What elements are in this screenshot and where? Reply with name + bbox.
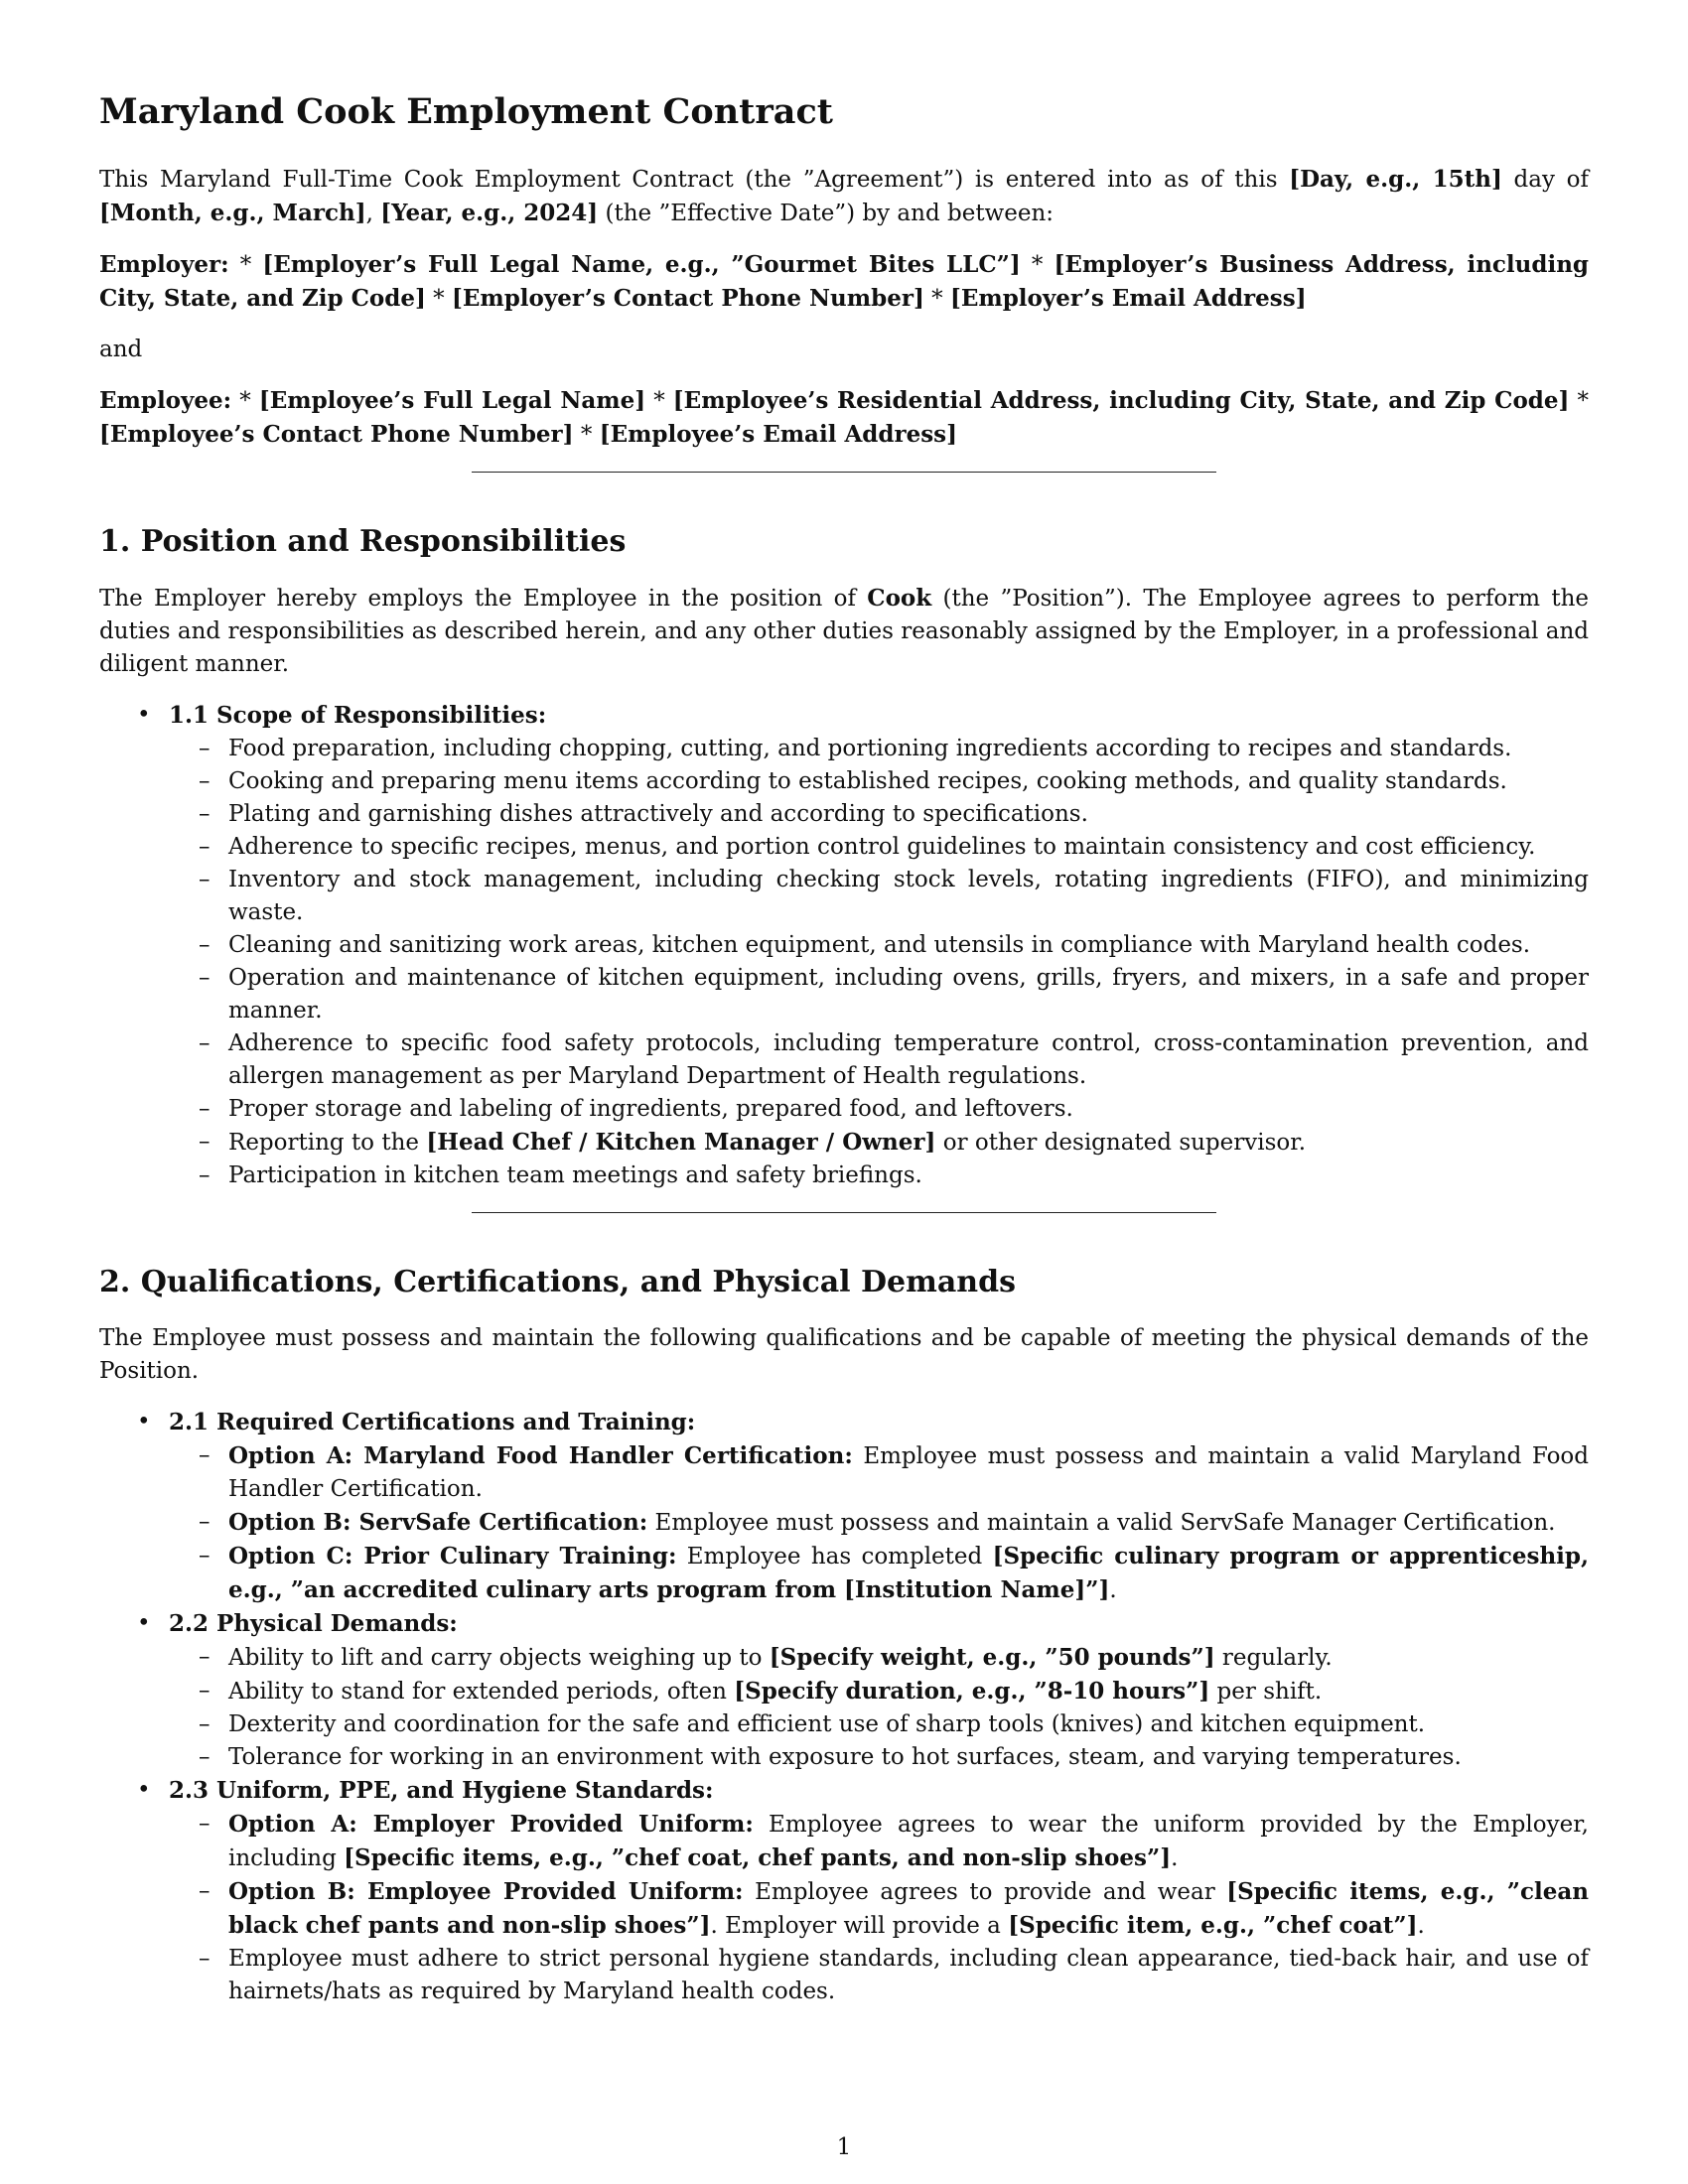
list-item — [169, 1641, 1589, 1675]
item-text: Operation and maintenance of kitchen equipment, including ovens, grills, fryers, and mixers, in a safe and proper manner. — [228, 965, 1589, 1024]
separator: * — [645, 388, 673, 414]
page-number: 1 — [836, 2134, 852, 2160]
dash-icon: – — [199, 1744, 211, 1770]
dash-icon: – — [199, 867, 211, 892]
item-text: . — [1109, 1577, 1117, 1603]
item-text: Reporting to the — [228, 1130, 427, 1156]
list-item — [99, 1607, 1589, 1774]
option-label: Option A: Employer Provided Uniform: — [228, 1811, 754, 1838]
responsibility-list — [169, 733, 1589, 1192]
separator: * — [425, 286, 452, 312]
dash-icon: – — [199, 1711, 211, 1737]
employee-address-field: [Employee’s Residential Address, including City, State, and Zip Code] — [672, 387, 1570, 414]
separator: * — [1569, 388, 1590, 414]
list-item — [169, 765, 1589, 798]
item-text: Adherence to specific food safety protocols, including temperature control, cross-contamination prevention, and allergen management as per Maryland Department of Health regulations. — [228, 1030, 1589, 1089]
dash-icon: – — [199, 1543, 211, 1569]
employer-phone-field: [Employer’s Contact Phone Number] — [451, 285, 924, 312]
item-text: Food preparation, including chopping, cutting, and portioning ingredients according to recipes and standards. — [228, 736, 1512, 761]
list-item — [169, 1540, 1589, 1607]
intro-text: This Maryland Full-Time Cook Employment Contract (the ”Agreement”) is entered into as of this — [99, 167, 1290, 193]
item-text: Plating and garnishing dishes attractively and according to specifications. — [228, 801, 1088, 827]
horizontal-rule — [472, 472, 1216, 473]
item-text: Dexterity and coordination for the safe and efficient use of sharp tools (knives) and kitchen equipment. — [228, 1711, 1426, 1737]
dash-icon: – — [199, 932, 211, 958]
item-text: Ability to lift and carry objects weighing up to — [228, 1645, 770, 1671]
list-item — [169, 1708, 1589, 1741]
uniform-items-placeholder: [Specific items, e.g., ”chef coat, chef pants, and non-slip shoes”] — [344, 1844, 1172, 1871]
list-item — [169, 798, 1589, 831]
document-page — [99, 87, 1589, 2026]
item-text: Employee has completed — [676, 1544, 993, 1570]
item-text: Cleaning and sanitizing work areas, kitchen equipment, and utensils in compliance with Maryland health codes. — [228, 932, 1531, 958]
list-item — [169, 962, 1589, 1027]
option-label: Option A: Maryland Food Handler Certification: — [228, 1442, 853, 1469]
dash-icon: – — [199, 1096, 211, 1122]
bullet-icon: • — [137, 1777, 151, 1803]
item-text: or other designated supervisor. — [935, 1130, 1307, 1156]
list-item — [169, 1808, 1589, 1875]
bullet-icon: • — [137, 1610, 151, 1636]
physical-demands-list — [169, 1641, 1589, 1774]
list-item — [169, 929, 1589, 962]
option-label: Option C: Prior Culinary Training: — [228, 1543, 677, 1570]
list-item — [169, 1506, 1589, 1540]
list-item — [169, 831, 1589, 864]
dash-icon: – — [199, 1946, 211, 1972]
employee-name-field: [Employee’s Full Legal Name] — [258, 387, 646, 414]
item-text: . — [1417, 1913, 1425, 1939]
separator: * — [573, 422, 600, 448]
item-text: Proper storage and labeling of ingredients, prepared food, and leftovers. — [228, 1096, 1073, 1122]
paragraph-text: (the ”Position”). The Employee agrees to perform the duties and responsibilities as described herein, and any other duties reasonably assigned by the Employer, in a professional and diligent manner. — [99, 586, 1590, 677]
dash-icon: – — [199, 1509, 211, 1535]
item-text: Employee agrees to provide and wear — [743, 1879, 1227, 1905]
employee-email-field: [Employee’s Email Address] — [599, 421, 957, 448]
document-title: Maryland Cook Employment Contract — [99, 91, 833, 132]
section-2-heading: 2. Qualifications, Certifications, and Physical Demands — [99, 1265, 1016, 1299]
paragraph-text: The Employer hereby employs the Employee in the position of — [99, 586, 868, 612]
separator: * — [1020, 252, 1055, 278]
weight-placeholder: [Specify weight, e.g., ”50 pounds”] — [769, 1644, 1215, 1671]
employer-label: Employer: — [99, 251, 229, 278]
separator: * — [923, 286, 950, 312]
position-title: Cook — [867, 585, 932, 612]
supervisor-placeholder: [Head Chef / Kitchen Manager / Owner] — [426, 1129, 936, 1156]
list-item — [99, 1406, 1589, 1607]
uniform-items-placeholder: [Specific items, e.g., ”clean black chef pants and non-slip shoes”] — [228, 1878, 1589, 1939]
list-item — [169, 1875, 1589, 1943]
dash-icon: – — [199, 834, 211, 860]
horizontal-rule — [472, 1212, 1216, 1213]
dash-icon: – — [199, 1811, 211, 1837]
option-label: Option B: ServSafe Certification: — [228, 1509, 648, 1536]
item-text: Employee must possess and maintain a valid Maryland Food Handler Certification. — [228, 1443, 1589, 1502]
list-item — [169, 1943, 1589, 2008]
item-text: per shift. — [1209, 1679, 1323, 1705]
option-label: Option B: Employee Provided Uniform: — [228, 1878, 744, 1905]
item-text: Ability to stand for extended periods, often — [228, 1679, 735, 1705]
list-item — [169, 1160, 1589, 1192]
item-text: Cooking and preparing menu items according to established recipes, cooking methods, and quality standards. — [228, 768, 1507, 794]
item-text: Tolerance for working in an environment with exposure to hot surfaces, steam, and varying temperatures. — [228, 1744, 1462, 1770]
dash-icon: – — [199, 1678, 211, 1704]
duration-placeholder: [Specify duration, e.g., ”8-10 hours”] — [734, 1678, 1210, 1705]
employee-block — [99, 384, 1589, 452]
dash-icon: – — [199, 736, 211, 761]
intro-text: , — [365, 201, 381, 226]
list-item — [99, 699, 1589, 1192]
program-placeholder: [Specific culinary program or apprenticeship, e.g., ”an accredited culinary arts program from [Institution Name]”] — [228, 1543, 1589, 1603]
separator: * — [231, 388, 259, 414]
intro-text: (the ”Effective Date”) by and between: — [598, 201, 1055, 226]
separator: * — [228, 252, 263, 278]
section-2-list — [99, 1406, 1589, 2008]
dash-icon: – — [199, 1129, 211, 1155]
list-item — [169, 1027, 1589, 1093]
dash-icon: – — [199, 1442, 211, 1468]
dash-icon: – — [199, 768, 211, 794]
list-item — [99, 1774, 1589, 2008]
list-item — [169, 1741, 1589, 1774]
subsection-heading: 2.1 Required Certifications and Training: — [169, 1409, 696, 1435]
dash-icon: – — [199, 801, 211, 827]
uniform-item-placeholder: [Specific item, e.g., ”chef coat”] — [1008, 1912, 1418, 1939]
item-text: Employee must possess and maintain a valid ServSafe Manager Certification. — [647, 1510, 1556, 1536]
employer-email-field: [Employer’s Email Address] — [949, 285, 1307, 312]
employer-address-field: [Employer’s Business Address, including City, State, and Zip Code] — [99, 251, 1590, 312]
subsection-heading: 2.3 Uniform, PPE, and Hygiene Standards: — [169, 1777, 714, 1804]
and-text: and — [99, 337, 143, 362]
list-item — [169, 1439, 1589, 1506]
section-1-list — [99, 699, 1589, 1192]
item-text: Employee must adhere to strict personal hygiene standards, including clean appearance, tied-back hair, and use of hairnets/hats as required by Maryland health codes. — [228, 1946, 1589, 2004]
dash-icon: – — [199, 1030, 211, 1056]
list-item — [169, 1093, 1589, 1126]
employee-phone-field: [Employee’s Contact Phone Number] — [99, 421, 574, 448]
employee-label: Employee: — [99, 387, 232, 414]
intro-paragraph — [99, 163, 1589, 230]
bullet-icon: • — [137, 1409, 151, 1434]
list-item — [169, 864, 1589, 929]
month-placeholder: [Month, e.g., March] — [99, 200, 366, 226]
dash-icon: – — [199, 965, 211, 991]
intro-text: day of — [1501, 167, 1590, 193]
dash-icon: – — [199, 1162, 211, 1188]
dash-icon: – — [199, 1644, 211, 1670]
list-item — [169, 1126, 1589, 1160]
section-1-paragraph — [99, 582, 1589, 681]
item-text: . — [1171, 1845, 1179, 1871]
section-1-heading: 1. Position and Responsibilities — [99, 524, 627, 559]
employer-name-field: [Employer’s Full Legal Name, e.g., ”Gourmet Bites LLC”] — [262, 251, 1021, 278]
list-item — [169, 1675, 1589, 1708]
section-2-paragraph: The Employee must possess and maintain the following qualifications and be capable of meeting the physical demands of the Position. — [99, 1325, 1589, 1384]
year-placeholder: [Year, e.g., 2024] — [380, 200, 599, 226]
item-text: Inventory and stock management, including checking stock levels, rotating ingredients (FIFO), and minimizing waste. — [228, 867, 1589, 925]
list-item — [169, 733, 1589, 765]
item-text: . Employer will provide a — [710, 1913, 1009, 1939]
subsection-heading: 1.1 Scope of Responsibilities: — [169, 702, 547, 729]
bullet-icon: • — [137, 702, 151, 728]
certification-list — [169, 1439, 1589, 1607]
day-placeholder: [Day, e.g., 15th] — [1289, 166, 1502, 193]
dash-icon: – — [199, 1878, 211, 1904]
item-text: Employee agrees to wear the uniform provided by the Employer, including — [228, 1812, 1589, 1871]
employer-block — [99, 248, 1589, 316]
item-text: Adherence to specific recipes, menus, and portion control guidelines to maintain consistency and cost efficiency. — [228, 834, 1536, 860]
subsection-heading: 2.2 Physical Demands: — [169, 1610, 458, 1637]
item-text: regularly. — [1214, 1645, 1333, 1671]
item-text: Participation in kitchen team meetings and safety briefings. — [228, 1162, 922, 1188]
uniform-list — [169, 1808, 1589, 2008]
